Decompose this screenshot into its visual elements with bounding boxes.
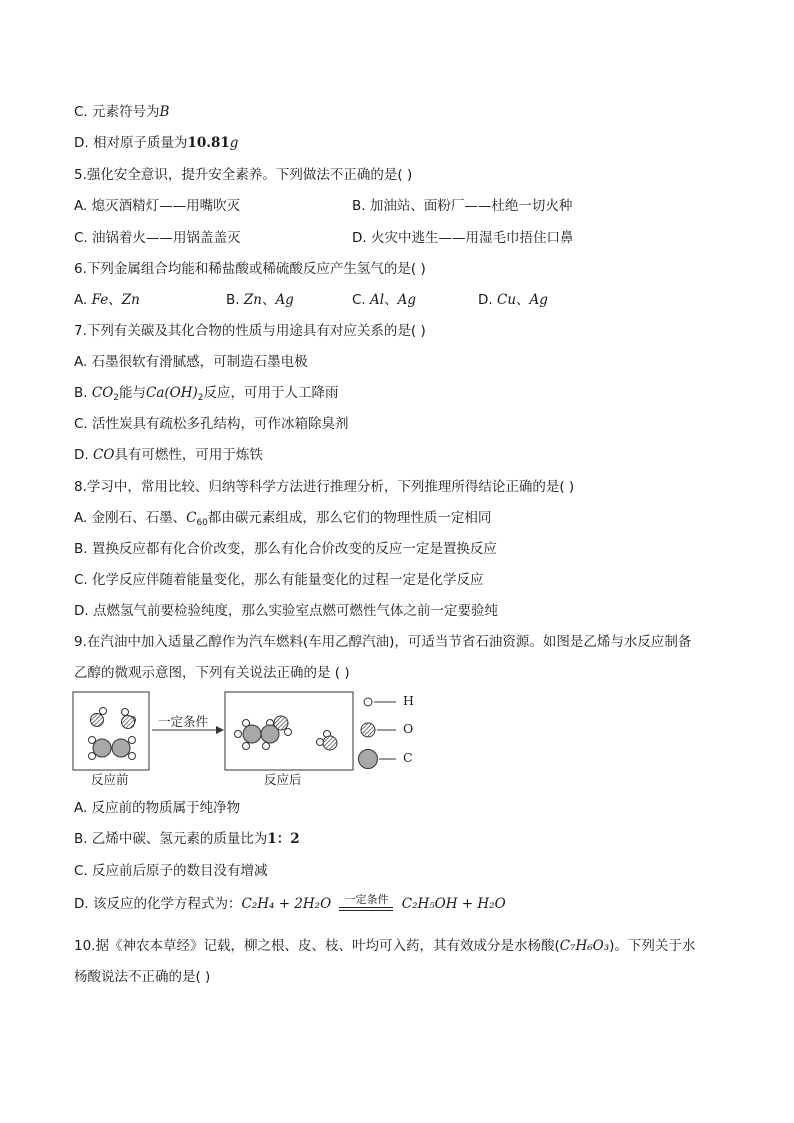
- after-label: 反应后: [264, 772, 302, 787]
- q7-option-d: D. CO具有可燃性，可用于炼铁: [74, 447, 263, 463]
- legend-o-label: O: [403, 721, 414, 736]
- q7-option-a: A. 石墨很软有滑腻感，可制造石墨电极: [74, 354, 308, 370]
- water-molecule: [91, 708, 107, 727]
- water-molecule: [317, 731, 338, 751]
- q6-stem: 6.下列金属组合均能和稀盐酸或稀硫酸反应产生氢气的是( ): [74, 261, 426, 277]
- q9-option-b: B. 乙烯中碳、氢元素的质量比为1：2: [74, 831, 300, 847]
- ethylene-molecule: [89, 737, 136, 760]
- q4-option-c: C. 元素符号为B: [74, 104, 170, 120]
- element-symbol: B: [159, 104, 170, 120]
- q6-option-b: B. Zn、Ag: [226, 292, 294, 308]
- legend-c-label: C: [403, 750, 413, 765]
- q9-option-c: C. 反应前后原子的数目没有增减: [74, 863, 268, 879]
- q8-option-b: B. 置换反应都有化合价改变，那么有化合价改变的反应一定是置换反应: [74, 541, 497, 557]
- q8-option-d: D. 点燃氢气前要检验纯度，那么实验室点燃可燃性气体之前一定要验纯: [74, 603, 498, 619]
- q10-stem-line-1: 10.据《神农本草经》记载，柳之根、皮、枝、叶均可入药，其有效成分是水杨酸(C₇H₆O₃)。下列关于水: [74, 938, 696, 954]
- q9-stem-line-1: 9.在汽油中加入适量乙醇作为汽车燃料(车用乙醇汽油)，可适当节省石油资源。如图是乙烯与水反应制备: [74, 634, 692, 650]
- before-label: 反应前: [91, 772, 129, 787]
- legend-c: [359, 750, 397, 769]
- q7-option-b: B. $CO_2$能与$Ca(OH)_2$反应，可用于人工降雨: [74, 385, 339, 403]
- q7-option-c: C. 活性炭具有疏松多孔结构，可作冰箱除臭剂: [74, 416, 349, 432]
- q8-option-c: C. 化学反应伴随着能量变化，那么有能量变化的过程一定是化学反应: [74, 572, 484, 588]
- legend-h-label: H: [403, 693, 414, 708]
- equation-lhs: C₂H₄ + 2H₂O: [241, 896, 332, 912]
- legend-h: [364, 698, 396, 706]
- q9-option-a: A. 反应前的物质属于纯净物: [74, 800, 241, 816]
- q5-option-a: A. 熄灭酒精灯——用嘴吹灭: [74, 198, 241, 214]
- q9-option-d: D. 该反应的化学方程式为：C₂H₄ + 2H₂O 一定条件 C₂H₅OH + H₂O: [74, 893, 506, 912]
- water-molecule: [122, 709, 136, 729]
- q9-stem-line-2: 乙醇的微观示意图，下列有关说法正确的是 ( ): [74, 665, 350, 681]
- reaction-condition-label: 一定条件: [158, 714, 209, 729]
- q4-option-d: D. 相对原子质量为10.81g: [74, 135, 239, 151]
- q6-option-d: D. Cu、Ag: [478, 292, 548, 308]
- equation-condition-arrow: 一定条件: [335, 894, 397, 914]
- q10-stem-line-2: 杨酸说法不正确的是( ): [74, 969, 211, 985]
- q6-option-c: C. Al、Ag: [352, 292, 416, 308]
- q5-option-c: C. 油锅着火——用锅盖盖灭: [74, 230, 241, 246]
- ethanol-molecule: [235, 716, 292, 750]
- q7-stem: 7.下列有关碳及其化合物的性质与用途具有对应关系的是( ): [74, 323, 426, 339]
- salicylic-acid-formula: C₇H₆O₃: [559, 938, 610, 954]
- q8-option-a: A. 金刚石、石墨、$C_{60}$都由碳元素组成，那么它们的物理性质一定相同: [74, 510, 492, 528]
- legend-o: [361, 723, 396, 737]
- q8-stem: 8.学习中，常用比较、归纳等科学方法进行推理分析，下列推理所得结论正确的是( ): [74, 479, 575, 495]
- q6-option-a: A. Fe、Zn: [74, 292, 140, 308]
- equation-rhs: C₂H₅OH + H₂O: [401, 896, 506, 912]
- q5-option-b: B. 加油站、面粉厂——杜绝一切火种: [352, 198, 573, 214]
- q5-stem: 5.强化安全意识，提升安全素养。下列做法不正确的是( ): [74, 167, 413, 183]
- reaction-micro-diagram: [70, 690, 430, 790]
- q5-option-d: D. 火灾中逃生——用湿毛巾捂住口鼻: [352, 230, 574, 246]
- before-box: [73, 692, 149, 770]
